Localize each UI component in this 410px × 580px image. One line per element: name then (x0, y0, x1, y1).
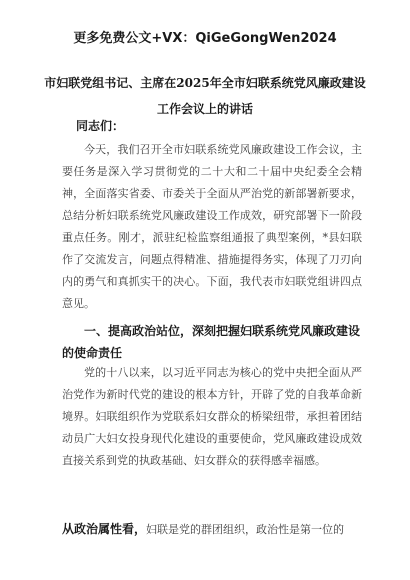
paragraph: 党的十八以来，以习近平同志为核心的党中央把全面从严治党作为新时代党的建设的根本方针，开辟了党的自我革命新境界。妇联组织作为党联系妇女群众的桥梁纽带，承担着团结动员广大妇女投身现代化建设的重要使命，党风廉政建设成效直接关系到党的执政基础、妇女群众的获得感幸福感。 (62, 366, 362, 467)
paragraph: 今天，我们召开全市妇联系统党风廉政建设工作会议，主要任务是深入学习贯彻党的二十大和二十届中央纪委全会精神，全面落实省委、市委关于全面从严治党的新部署新要求，总结分析妇联系统党风廉政建设工作成效，研究部署下一阶段重点任务。刚才，派驻纪检监察组通报了典型案例，*县妇联作了交流发言，问题点得精准、措施提得务实，体现了刀刃向内的勇气和真抓实干的决心。下面，我代表市妇联党组讲四点意见。 (62, 143, 362, 310)
header-watermark: 更多免费公文+VX：QiGeGongWen2024 (73, 31, 337, 46)
paragraph-lead: 从政治属性看， (62, 522, 147, 536)
paragraph-text: 妇联是党的群团组织，政治性是第一位的 (146, 523, 345, 536)
greeting: 同志们： (76, 119, 125, 133)
document-title: 市妇联党组书记、主席在2025年全市妇联系统党风廉政建设工作会议上的讲话 (44, 76, 366, 116)
section-heading: 一、提高政治站位，深刻把握妇联系统党风廉政建设的使命责任 (62, 324, 361, 360)
paragraph (62, 518, 362, 541)
